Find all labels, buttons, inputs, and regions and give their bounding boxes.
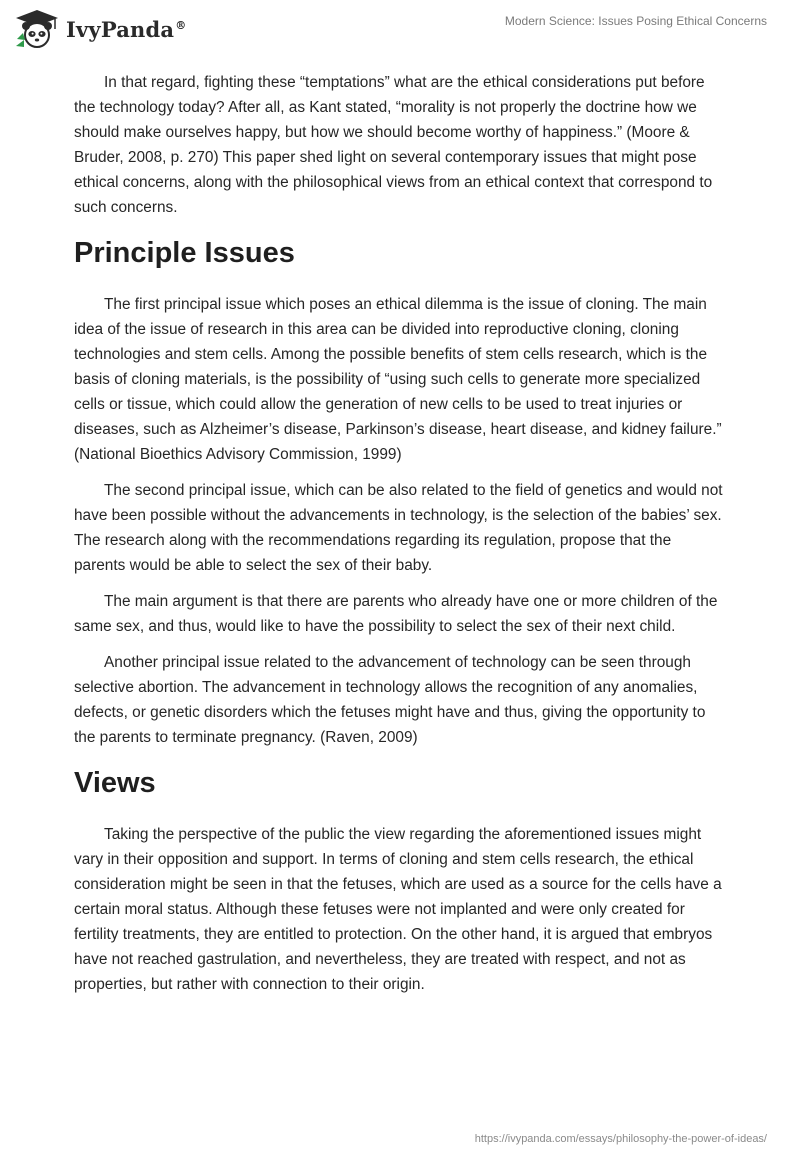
- logo[interactable]: [14, 9, 186, 49]
- paragraph: Another principal issue related to the advancement of technology can be seen through selective abortion. The advancement in technology allows the recognition of any anomalies, defects, or genetic disorders which the fetuses might have and thus, giving the opportunity to the parents to terminate pregnancy. (Raven, 2009): [74, 654, 706, 746]
- paragraph: Taking the perspective of the public the view regarding the aforementioned issues might vary in their opposition and support. In terms of cloning and stem cells research, the ethical consideration might be seen in that the fetuses, which are used as a source for the cells have a certain moral status. Although these fetuses were not implanted and were only created for fertility treatments, they are entitled to protection. On the other hand, it is argued that embryos have not reached gastrulation, and nevertheless, they are treated with respect, and not as properties, but rather with connection to their origin.: [74, 826, 722, 993]
- heading-principle-issues: Principle Issues: [74, 237, 295, 269]
- paragraph: The second principal issue, which can be also related to the field of genetics and would not have been possible without the advancements in technology, is the selection of the babies’ sex. The research along with the recommendations regarding its regulation, propose that the parents would be able to select the sex of their baby.: [74, 482, 723, 574]
- panda-logo-icon: [14, 9, 60, 49]
- essay-body: [74, 70, 726, 1008]
- paragraph: The main argument is that there are parents who already have one or more children of the same sex, and thus, would like to have the possibility to select the sex of their next child.: [74, 593, 718, 635]
- brand-name: IvyPanda®: [66, 16, 187, 42]
- source-url[interactable]: https://ivypanda.com/essays/philosophy-the-power-of-ideas/: [474, 1133, 767, 1145]
- paragraph: In that regard, fighting these “temptations” what are the ethical considerations put before the technology today? After all, as Kant stated, “morality is not properly the doctrine how we should make ourselves happy, but how we should become worthy of happiness.” (Moore & Bruder, 2008, p. 270) This paper shed light on several contemporary issues that might pose ethical concerns, along with the philosophical views from an ethical context that correspond to such concerns.: [74, 74, 713, 216]
- paragraph: The first principal issue which poses an ethical dilemma is the issue of cloning. The main idea of the issue of research in this area can be divided into reproductive cloning, cloning technologies and stem cells. Among the possible benefits of stem cells research, which is the basis of cloning materials, is the possibility of “using such cells to generate more specialized cells or tissue, which could allow the generation of new cells to be used to treat injuries or diseases, such as Alzheimer’s disease, Parkinson’s disease, heart disease, and kidney failure.” (National Bioethics Advisory Commission, 1999): [74, 296, 722, 463]
- document-title: Modern Science: Issues Posing Ethical Concerns: [504, 14, 767, 28]
- page-header: [0, 0, 800, 64]
- heading-views: Views: [74, 767, 156, 799]
